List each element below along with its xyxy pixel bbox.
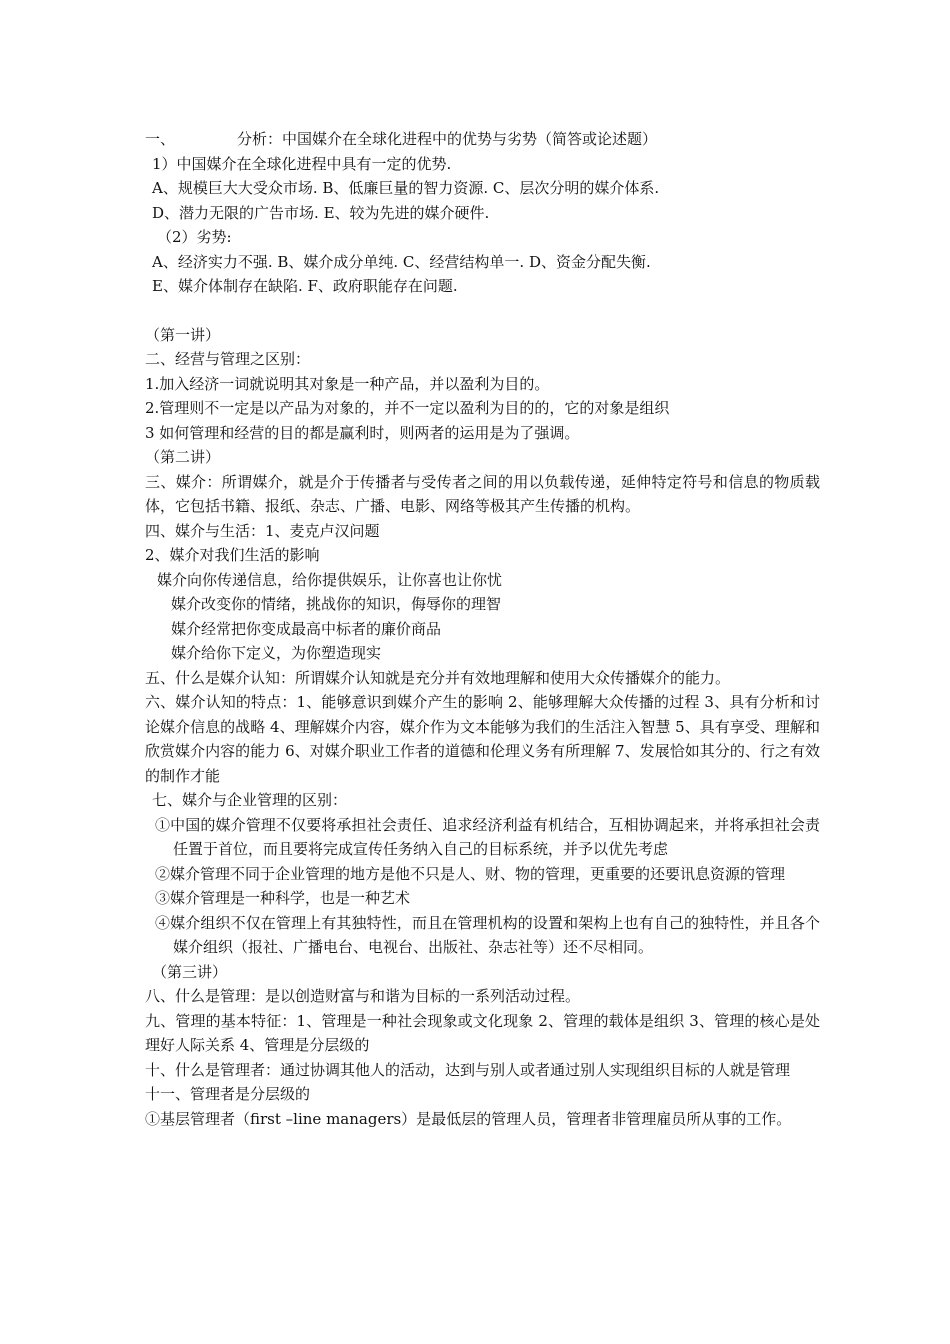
section-two-point-1: 1.加入经济一词就说明其对象是一种产品，并以盈利为目的。 xyxy=(145,374,550,393)
section-ten-paragraph: 十、什么是管理者：通过协调其他人的活动，达到与别人或者通过别人实现组织目标的人就是管理 xyxy=(145,1060,791,1079)
section-two-point-2: 2.管理则不一定是以产品为对象的，并不一定以盈利为目的的，它的对象是组织 xyxy=(145,399,670,417)
section-eleven-item-1: ①基层管理者（first –line managers）是最低层的管理人员，管理者非管理雇员所从事的工作。 xyxy=(145,1109,792,1128)
disadvantage-line-1: A、经济实力不强. B、媒介成分单纯. C、经营结构单一. D、资金分配失衡. xyxy=(152,252,651,271)
section-two-point-3: 3 如何管理和经营的目的都是赢利时，则两者的运用是为了强调。 xyxy=(145,423,580,442)
section-one-title: 分析：中国媒介在全球化进程中的优势与劣势（简答或论述题） xyxy=(237,130,658,148)
section-three-paragraph: 三、媒介：所谓媒介，就是介于传播者与受传者之间的用以负载传递，延伸特定符号和信息的物质载体，它包括书籍、报纸、杂志、广播、电影、网络等极其产生传播的机构。 xyxy=(145,472,820,515)
blank-line xyxy=(145,299,820,323)
section-two-title: 二、经营与管理之区别： xyxy=(145,350,311,368)
section-one-heading xyxy=(145,127,820,152)
section-seven-item-1: ①中国的媒介管理不仅要将承担社会责任、追求经济利益有机结合，互相协调起来，并将承担社会责任置于首位，而且要将完成宣传任务纳入自己的目标系统，并予以优先考虑 xyxy=(155,815,820,858)
lecture-one-label: （第一讲） xyxy=(145,325,221,344)
media-effect-line-3: 媒介经常把你变成最高中标者的廉价商品 xyxy=(171,619,442,638)
media-effect-line-4: 媒介给你下定义，为你塑造现实 xyxy=(171,644,382,662)
section-seven-item-4: ④媒介组织不仅在管理上有其独特性，而且在管理机构的设置和架构上也有自己的独特性，并且各个媒介组织（报社、广播电台、电视台、出版社、杂志社等）还不尽相同。 xyxy=(155,913,820,956)
media-effect-line-1: 媒介向你传递信息，给你提供娱乐，让你喜也让你忧 xyxy=(157,570,503,589)
disadvantage-line-2: E、媒介体制存在缺陷. F、政府职能存在问题. xyxy=(152,277,458,295)
section-seven-title: 七、媒介与企业管理的区别： xyxy=(152,791,348,809)
advantage-line-1: A、规模巨大大受众市场. B、低廉巨量的智力资源. C、层次分明的媒介体系. xyxy=(152,179,660,197)
advantage-line-2: D、潜力无限的广告市场. E、较为先进的媒介硬件. xyxy=(152,203,490,222)
document-body xyxy=(145,127,820,1131)
advantage-heading: 1）中国媒介在全球化进程中具有一定的优势. xyxy=(152,154,452,173)
section-eleven-title: 十一、管理者是分层级的 xyxy=(145,1085,311,1103)
section-one-number: 一、 xyxy=(145,130,176,148)
disadvantage-heading: （2）劣势: xyxy=(157,228,232,246)
section-seven-item-2: ②媒介管理不同于企业管理的地方是他不只是人、财、物的管理，更重要的还要讯息资源的管理 xyxy=(155,864,786,883)
section-seven-item-3: ③媒介管理是一种科学，也是一种艺术 xyxy=(155,889,411,907)
section-five-paragraph: 五、什么是媒介认知：所谓媒介认知就是充分并有效地理解和使用大众传播媒介的能力。 xyxy=(145,668,731,687)
section-six-paragraph: 六、媒介认知的特点：1、能够意识到媒介产生的影响 2、能够理解大众传播的过程 3、具有分析和讨论媒介信息的战略 4、理解媒介内容，媒介作为文本能够为我们的生活注入智慧 5、具有享受、理解和欣赏媒介内容的能力 6、对媒介职业工作者的道德和伦理义务有所理解 7、发展恰如其分的、行之有效的制作才能 xyxy=(145,693,820,785)
lecture-two-label: （第二讲） xyxy=(145,448,221,466)
section-four-title: 四、媒介与生活：1、麦克卢汉问题 xyxy=(145,521,380,540)
section-eight-paragraph: 八、什么是管理：是以创造财富与和谐为目标的一系列活动过程。 xyxy=(145,987,581,1005)
section-nine-paragraph: 九、管理的基本特征：1、管理是一种社会现象或文化现象 2、管理的载体是组织 3、管理的核心是处理好人际关系 4、管理是分层级的 xyxy=(145,1011,820,1054)
media-effect-line-2: 媒介改变你的情绪，挑战你的知识，侮辱你的理智 xyxy=(171,595,502,613)
lecture-three-label: （第三讲） xyxy=(152,962,228,981)
section-four-subtitle: 2、媒介对我们生活的影响 xyxy=(145,546,320,564)
